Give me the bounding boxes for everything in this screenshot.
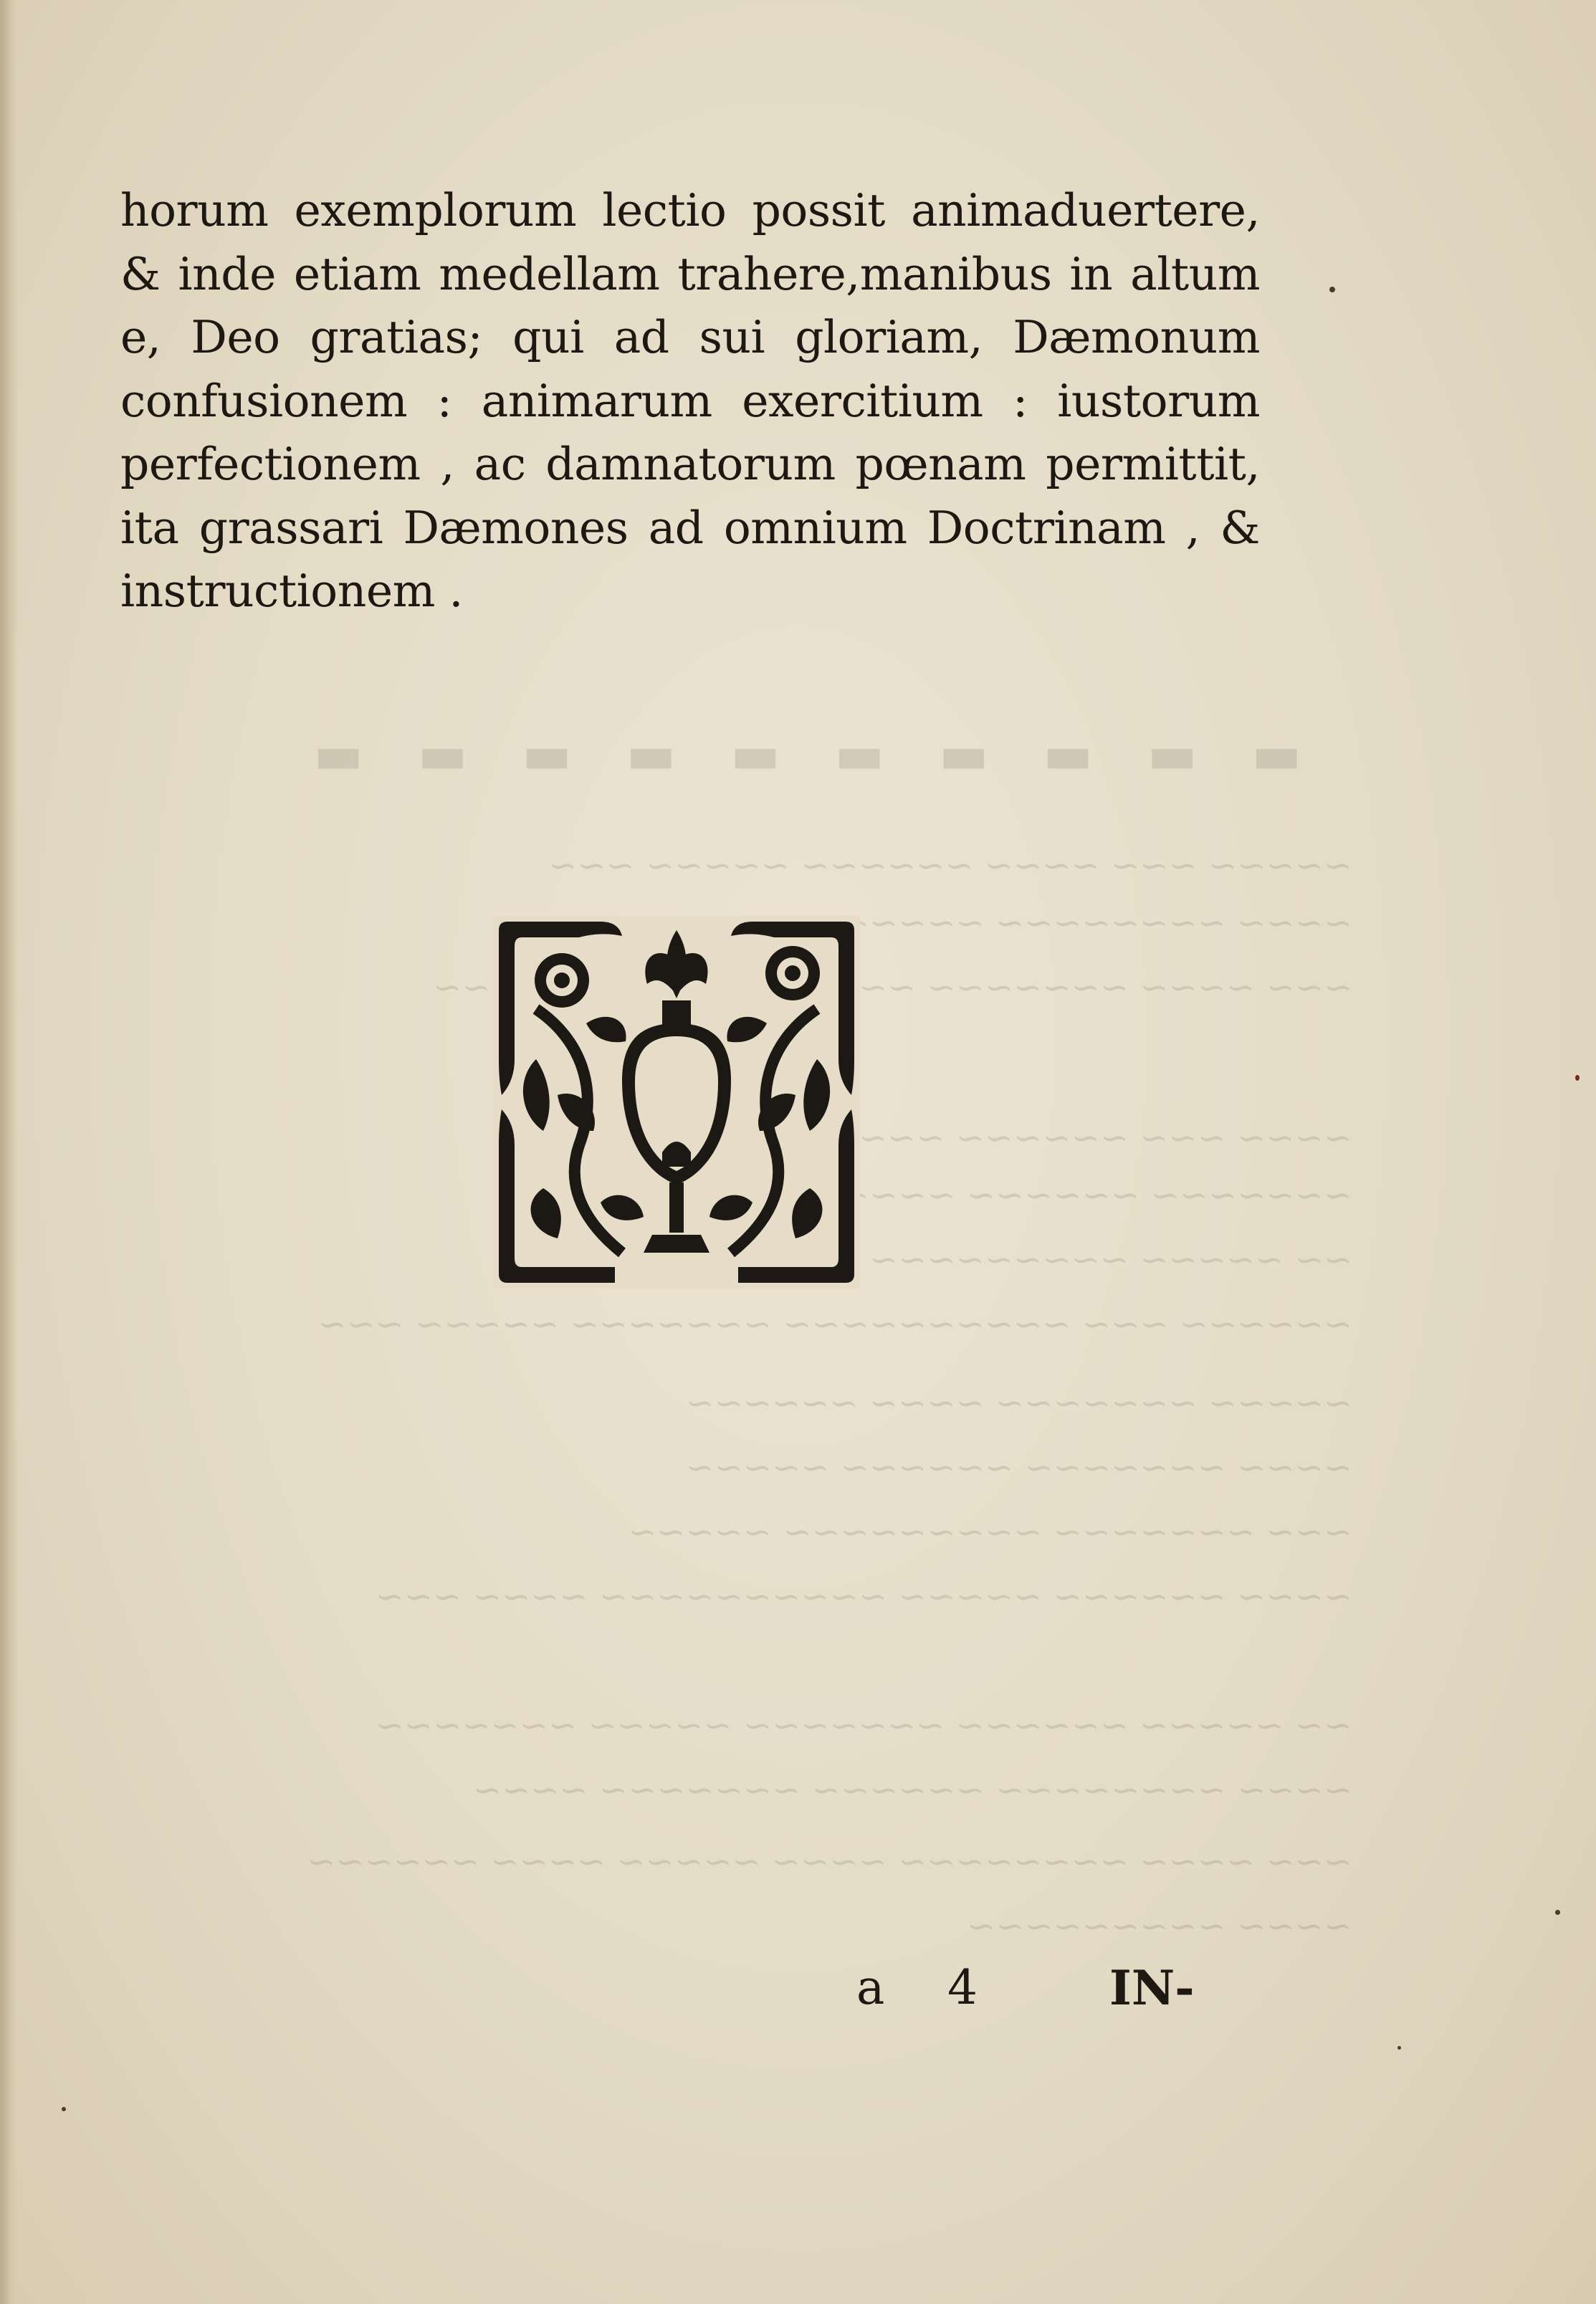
body-line-7: instructionem . (120, 565, 463, 617)
body-line-2: & inde etiam medellam trahere,manibus in altum (120, 247, 1260, 300)
page-footer (0, 1960, 1596, 2032)
woodcut-vase-floral-ornament-icon (493, 916, 860, 1289)
signature-number: 4 (947, 1960, 978, 2015)
paper-speck (1575, 1075, 1580, 1081)
body-line-4: confusionem : animarum exercitium : iustorum (120, 374, 1260, 427)
body-line-1: horum exemplorum lectio possit animaduertere, (120, 184, 1260, 236)
signature-mark: a (856, 1960, 885, 2015)
paper-speck (62, 2107, 66, 2111)
catchword: IN- (1109, 1960, 1195, 2016)
page-edge-shadow (0, 0, 19, 2304)
paper-speck (1555, 1910, 1560, 1915)
body-line-5: perfectionem , ac damnatorum pœnam permittit, (120, 438, 1260, 490)
body-text (120, 179, 1260, 623)
show-through-texture: ▬ ▬ ▬ ▬ ▬ ▬ ▬ ▬ ▬ ▬ ~~~~~ ~~~ ~~~~ ~~~~~~ ~~~~~ ~~~ ~~~~ ~~~~~~~~ ~~~~~ ~~~ ~~~~ ~~~~~~~ ~~~~ ~~~~~~~~~ ~~~ ~~~~ ~~~ ~~~~~~ ~~~~ ~~~~~~ ~~~~ ~~~~~~~ ~~~~~~ ~~~~ ~~~~~ ~~~~~ ~~ ~~~~~ ~~~~~~~~~ ~~~~~~~~ ~~~~~~ ~~~ ~~~~~~~~~~ ~~~~~~~ ~~~~~ ~~~ ~~~~~ ~~~~~~~ ~~~~ ~~~~~~ ~~~~ ~~~~~~~ ~~~~~~ ~~~~~ ~~~ ~~~~~~~ ~~~~~~~~~ ~~~~~ ~~~~ ~~~~~~ ~~~~~ ~~~~~~~~~~ ~~~~ ~~~ ~~ ~~~~~ ~~~~~~ ~~~~~~~ ~~~~~ ~~~~~~~ ~~~~ ~~~~~~~~ ~~~~~~ ~~~~~~~ ~~~~ ~~~ ~~~~ ~~~~~~~~ ~~~~ ~~~~~ ~~~~ ~~~~~~ ~~~~ ~~~~~~~~~ (295, 724, 1352, 1946)
body-line-6: ita grassari Dæmones ad omnium Doctrinam , & (120, 501, 1260, 554)
body-line-3: e, Deo gratias; qui ad sui gloriam, Dæmonum (120, 311, 1260, 363)
paper-speck (1397, 2046, 1401, 2050)
paper-speck (1329, 287, 1335, 292)
